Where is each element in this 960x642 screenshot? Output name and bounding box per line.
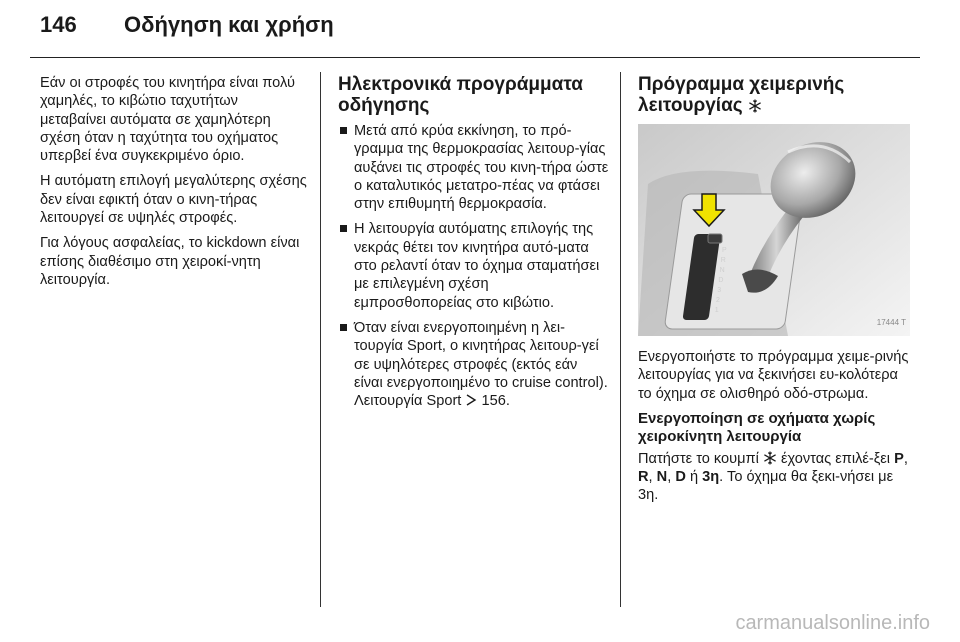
paragraph-activation: Πατήστε το κουμπί έχοντας επιλέ‐ξει P, R, N, D ή 3η. Το όχημα θα ξεκι‐νήσει με 3η. [638,450,908,504]
paragraph-winter-program: Ενεργοποιήστε το πρόγραμμα χειμε‐ρινής λειτουργίας για να ξεκινήσει ευ‐κολότερα το όχημα σε ολισθηρό οδό‐στρωμα. [638,349,909,402]
watermark: carmanualsonline.info [735,612,930,634]
page-reference-link[interactable]: 156. [481,393,510,410]
gear-position-label: N [719,267,725,274]
snowflake-icon [763,451,777,465]
list-item [338,220,610,311]
section-heading-winter-program: Πρόγραμμα χειμερινής λειτουργίας [638,74,845,116]
figure-code: 17444 T [876,317,906,327]
gear-position-label: 3 [717,287,722,294]
list-item-text: Η λειτουργία αυτόματης επιλογής της νεκράς θέτει τον κινητήρα αυτό‐ματα στο ρελαντί όταν το όχημα σταματήσει με επιλεγμένη σχέση εμπροσθοπορείας στο κιβώτιο. [354,221,600,311]
snowflake-icon [748,99,762,113]
gear-position-label: R [720,257,726,264]
gear-selector-drawing [638,124,910,336]
header-divider [30,57,920,58]
gear-position-label: D [718,277,724,284]
gear-position-label: 2 [716,297,720,304]
paragraph-upshift: Η αυτόματη επιλογή μεγαλύτερης σχέσης δεν είναι εφικτή όταν ο κινη‐τήρας λειτουργεί σε υψηλές στροφές. [40,173,307,227]
column-divider-1 [320,72,321,607]
paragraph-downshift: Εάν οι στροφές του κινητήρα είναι πολύ χαμηλές, το κιβώτιο ταχυτήτων μεταβαίνει αυτόματα σε χαμηλότερη σχέση όταν η ταχύτητα του οχήματος υπερβεί ένα συγκεκριμένο όριο. [40,75,295,165]
subheading-activation: Ενεργοποίηση σε οχήματα χωρίς χειροκίνητη λειτουργία [638,409,876,445]
bullet-list [338,122,610,410]
list-item-text: Όταν είναι ενεργοποιημένη η λει‐τουργία Sport, ο κινητήρας λειτουρ‐γεί σε υψηλότερες στροφές (εκτός εάν είναι ενεργοποιημένο το cruise control). Λειτουργία Sport [354,319,608,410]
list-item-text: Μετά από κρύα εκκίνηση, το πρό‐γραμμα της θερμοκρασίας λειτουρ‐γίας αυξάνει τις στροφές του κινη‐τήρα ώστε ο καταλυτικός μετατρο‐πέας να φτάσει στην επιθυμητή θερμοκρασία. [354,123,609,213]
section-heading-driving-programs: Ηλεκτρονικά προγράμματα οδήγησης [338,74,583,116]
column-3 [638,74,910,512]
column-1 [40,74,308,296]
paragraph-kickdown: Για λόγους ασφαλείας, το kickdown είναι επίσης διαθέσιμο στη χειροκί‐νητη λειτουργία. [40,235,300,288]
list-item [338,122,610,213]
page-header [40,12,920,46]
gear-selector-illustration [638,124,910,336]
square-bullet-icon [340,225,347,232]
square-bullet-icon [340,324,347,331]
page-title: Οδήγηση και χρήση [124,12,334,37]
list-item [338,319,610,410]
page-reference-arrow-icon [465,394,477,406]
column-2 [338,74,610,417]
gear-position-label: P [722,247,727,254]
gear-position-label: 1 [714,307,719,314]
page-number: 146 [40,12,77,37]
square-bullet-icon [340,127,347,134]
column-divider-2 [620,72,621,607]
